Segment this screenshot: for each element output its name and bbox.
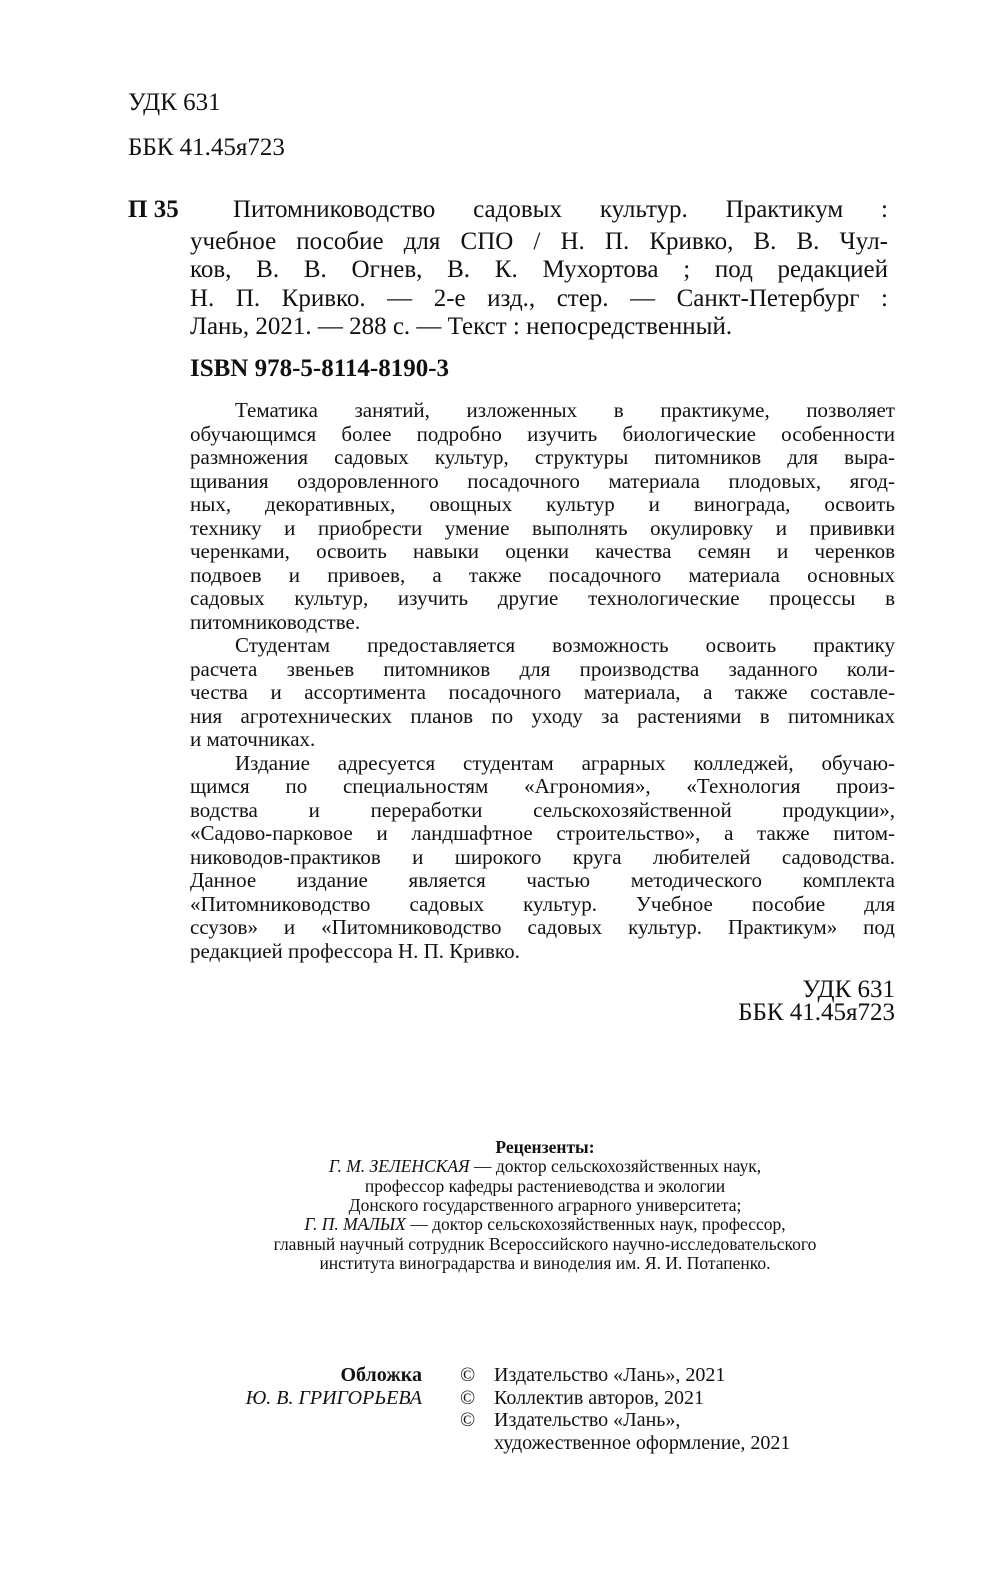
abstract-line: редакцией профессора Н. П. Кривко. [190,938,520,963]
copyright-line: Издательство «Лань», 2021 [494,1364,726,1386]
abstract-line: размножения садовых культур, структуры питомников для выра- [190,445,895,469]
copyright-line: Коллектив авторов, 2021 [494,1387,704,1409]
copyright-line: Издательство «Лань», [494,1409,681,1431]
entry-line: ков, В. В. Огнев, В. К. Мухортова ; под редакцией [190,256,888,283]
cover-artist: Ю. В. ГРИГОРЬЕВА [245,1387,422,1409]
entry-line: учебное пособие для СПО / Н. П. Кривко, В. В. Чул- [190,228,888,255]
bbk-code: ББК 41.45я723 [128,134,285,161]
abstract-line: Данное издание является частью методического комплекта [190,868,895,892]
abstract-line: ниководов-практиков и широкого круга любителей садоводства. [190,844,895,869]
udk-code-footer: УДК 631 [802,976,895,1003]
udk-code: УДК 631 [128,89,221,116]
abstract-line: «Садово-парковое и ландшафтное строительство», а также питом- [190,821,895,845]
reviewer-line: главный научный сотрудник Всероссийского научно-исследовательского [273,1234,817,1254]
entry-line: Лань, 2021. — 288 с. — Текст : непосредственный. [190,313,733,340]
copyright-symbol: © [460,1409,476,1431]
reviewer-line: Донского государственного аграрного университета; [348,1195,742,1215]
abstract-line: ссузов» и «Питомниководство садовых культур. Практикум» под [190,915,895,939]
abstract-line: обучающимся более подробно изучить биологические особенности [190,421,895,446]
copyright-symbol: © [460,1364,476,1386]
reviewers-title: Рецензенты: [495,1137,595,1157]
abstract-line: «Питомниководство садовых культур. Учебное пособие для [190,891,895,916]
abstract-line: и маточниках. [190,727,316,751]
abstract-line: подвоев и привоев, а также посадочного материала основных [190,562,895,587]
abstract-line: ных, декоративных, овощных культур и винограда, освоить [190,492,895,516]
author-mark: П 35 [128,196,179,223]
cover-label: Обложка [340,1364,422,1386]
reviewer-1: Г. М. ЗЕЛЕНСКАЯ — доктор сельскохозяйственных наук, [328,1156,762,1176]
bbk-code-footer: ББК 41.45я723 [738,999,895,1026]
abstract-line: питомниководстве. [190,609,361,634]
abstract-line: садовых культур, изучить другие технологические процессы в [190,586,895,610]
entry-line: Н. П. Кривко. — 2-е изд., стер. — Санкт-Петербург : [190,285,888,312]
abstract-line: расчета звеньев питомников для производства заданного коли- [190,656,895,681]
isbn: ISBN 978-5-8114-8190-3 [190,355,450,382]
copyright-symbol: © [460,1387,476,1409]
abstract-line: ния агротехнических планов по уходу за растениями в питомниках [190,703,895,728]
entry-line: Питомниководство садовых культур. Практикум : [233,196,888,223]
reviewer-line: профессор кафедры растениеводства и экологии [364,1176,726,1196]
reviewer-2: Г. П. МАЛЫХ — доктор сельскохозяйственных наук, профессор, [304,1214,786,1234]
abstract-line: Издание адресуется студентам аграрных колледжей, обучаю- [235,750,895,775]
abstract-line: водства и переработки сельскохозяйственной продукции», [190,797,895,822]
abstract-line: технику и приобрести умение выполнять окулировку и прививки [190,515,895,540]
reviewer-line: института виноградарства и виноделия им. Я. И. Потапенко. [319,1253,771,1273]
abstract-line: черенками, освоить навыки оценки качества семян и черенков [190,539,895,563]
reviewer-name: Г. М. ЗЕЛЕНСКАЯ [328,1156,470,1176]
reviewer-name: Г. П. МАЛЫХ [304,1214,406,1234]
abstract-line: щивания оздоровленного посадочного материала плодовых, ягод- [190,468,895,493]
abstract-line: Тематика занятий, изложенных в практикуме, позволяет [235,398,895,422]
abstract-line: щимся по специальностям «Агрономия», «Технология произ- [190,774,895,798]
abstract-line: чества и ассортимента посадочного материала, а также составле- [190,680,895,704]
abstract-line: Студентам предоставляется возможность освоить практику [235,633,895,657]
copyright-line: художественное оформление, 2021 [494,1432,791,1454]
